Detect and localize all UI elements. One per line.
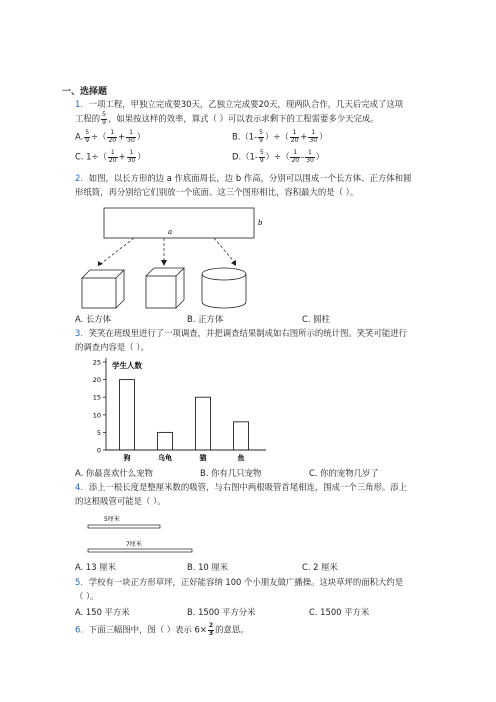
question-3-option-a[interactable]: A. 你最喜欢什么宠物 (75, 468, 153, 478)
y-tick-label: 15 (92, 393, 101, 402)
question-1-option-a[interactable]: A. $\frac{5}{9}$ ÷（ $\frac{1}{20}$ + $\frac{1}{30}$ ） (75, 129, 146, 144)
question-4-option-b[interactable]: B. 10 厘米 (187, 562, 229, 572)
category-label: 猫 (199, 454, 207, 462)
question-2-option-c[interactable]: C. 圆柱 (302, 314, 330, 324)
question-2-line-2: 形纸筒，再分别给它们别放一个底面。这三个图形相比，容积最大的是（ ）。 (75, 187, 359, 197)
question-5-text: 学校有一块正方形草坪，正好能容纳 100 个小朋友做广播操。这块草坪的面积大约是 (88, 577, 404, 587)
question-5-option-b[interactable]: B. 1500 平方分米 (187, 607, 256, 617)
arrow-to-cuboid (98, 238, 134, 266)
question-1-number: 1． (75, 99, 89, 109)
category-label: 乌龟 (158, 454, 172, 462)
question-3-line-2: 的调查内容是（ ）。 (75, 342, 149, 352)
y-tick-label: 20 (92, 376, 101, 385)
question-4-text: 添上一根长度是整厘米数的吸管，与右图中两根吸管首尾相连，围成一个三角形。添上 (88, 482, 407, 492)
straw-5cm-label: 5厘米 (104, 516, 120, 523)
question-4-line-2: 的这根吸管可能是（ ）。 (75, 496, 166, 506)
question-2-number: 2． (75, 173, 89, 183)
question-5-option-a[interactable]: A. 150 平方米 (75, 607, 130, 617)
question-6-text-b: 的意思。 (215, 624, 249, 635)
cube-shape (146, 268, 184, 308)
question-2-line-1 (75, 172, 411, 184)
category-label: 狗 (123, 454, 131, 462)
category-label: 鱼 (237, 454, 245, 462)
chart-title: 学生人数 (112, 361, 142, 370)
y-tick-label: 0 (96, 446, 101, 455)
question-4-line-1 (75, 481, 407, 493)
question-4-number: 4． (75, 482, 89, 492)
rectangle-to-solids-diagram (76, 200, 276, 310)
paper-rectangle (104, 208, 254, 238)
question-4-option-a[interactable]: A. 13 厘米 (75, 562, 116, 572)
question-2-text: 如图，以长方形的边 a 作底面周长，边 b 作高，分别可以围成一个长方体、正方体和圆 (88, 173, 412, 183)
question-5-line-1 (75, 576, 403, 588)
straw-5cm (88, 525, 160, 528)
cylinder-shape (202, 268, 246, 308)
bar-3 (196, 397, 211, 450)
question-1-option-c[interactable]: C. 1÷（ $\frac{1}{20}$ + $\frac{1}{30}$ ） (75, 149, 146, 164)
question-3-text: 笑笑在班级里进行了一项调查，并把调查结果制成如右图所示的统计图。笑笑可能进行 (88, 328, 407, 338)
arrow-to-cylinder (214, 238, 236, 264)
straw-7cm (88, 549, 192, 552)
question-3-line-1 (75, 327, 407, 339)
question-5-line-2: （ ）。 (75, 591, 99, 601)
section-title: 一、选择题 (62, 87, 108, 97)
question-1-text: 一项工程，甲独立完成要30天，乙独立完成要20天，现两队合作，几天后完成了这项 (88, 99, 404, 109)
question-1-line-2 (75, 112, 379, 126)
bar-2 (158, 432, 173, 450)
question-6-text-a: 下面三幅图中，图（ ）表示 6× (88, 624, 207, 635)
cuboid-shape (82, 270, 124, 308)
question-1-text-2a: 工程的 (75, 113, 101, 124)
label-a: a (168, 228, 173, 236)
question-3-option-c[interactable]: C. 你的宠物几岁了 (309, 468, 379, 478)
question-2-option-b[interactable]: B. 正方体 (187, 314, 224, 324)
bar-1 (120, 380, 135, 450)
question-6-number: 6． (75, 624, 89, 635)
question-1-option-b[interactable]: B.（1- $\frac{5}{9}$ ）÷（ $\frac{1}{20}$ + $\frac{1}{30}$ ） (232, 129, 328, 144)
fraction: $\frac{5}{9}$ (102, 111, 106, 126)
label-b: b (258, 219, 263, 227)
question-1-text-2b: ，如果按这样的效率，算式（ ）可以表示求剩下的工程需要多少天完成。 (107, 113, 379, 124)
question-2-option-a[interactable]: A. 长方体 (75, 314, 112, 324)
question-1-option-d[interactable]: D.（1- $\frac{5}{9}$ ）÷（ $\frac{1}{20}$ - $\frac{1}{30}$ ） (232, 149, 325, 164)
question-3-option-b[interactable]: B. 你有几只宠物 (200, 468, 262, 478)
question-5-option-c[interactable]: C. 1500 平方米 (309, 607, 370, 617)
bar-4 (234, 422, 249, 450)
y-tick-label: 25 (92, 358, 101, 367)
question-3-number: 3． (75, 328, 89, 338)
straw-7cm-label: 7厘米 (126, 541, 142, 548)
question-4-option-c[interactable]: C. 2 厘米 (302, 562, 338, 572)
y-tick-label: 5 (96, 428, 101, 437)
question-5-number: 5． (75, 577, 89, 587)
y-tick-label: 10 (92, 411, 101, 420)
student-count-bar-chart (84, 354, 274, 464)
question-1-line-1 (75, 98, 403, 110)
question-6-line: 6．下面三幅图中，图（ ）表示 6× $\frac{2}{3}$ 的意思。 (75, 622, 249, 637)
straws-diagram (80, 512, 200, 556)
